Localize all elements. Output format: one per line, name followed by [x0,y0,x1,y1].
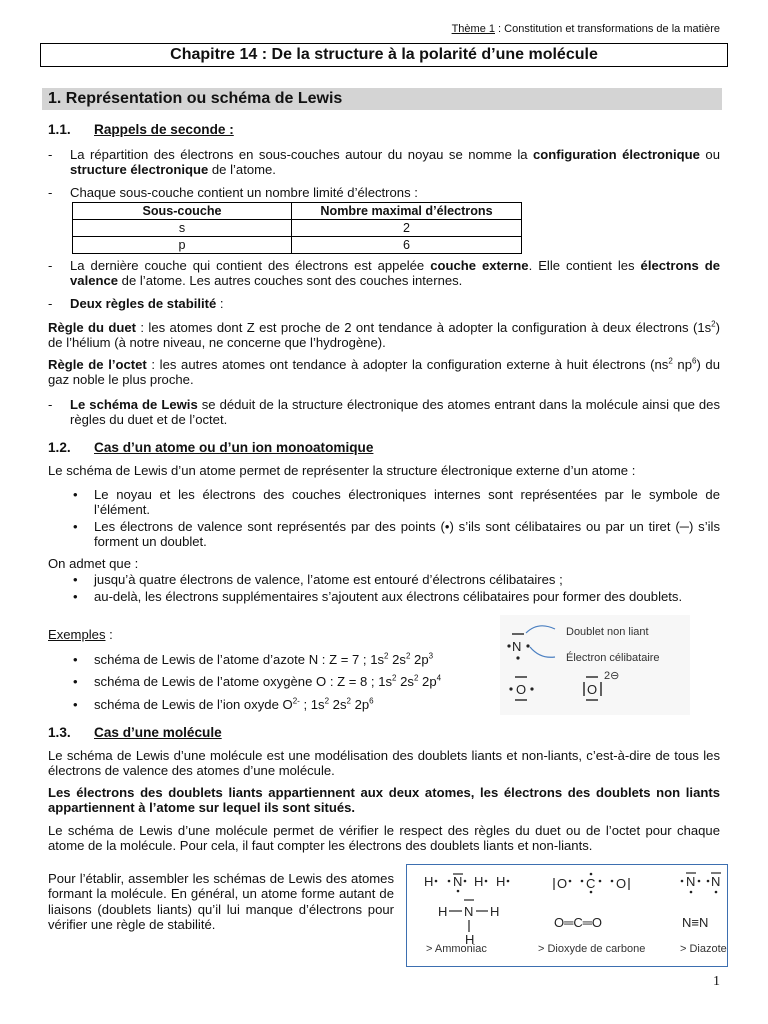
svg-text:N: N [686,874,696,889]
dash-bullet: - [48,397,53,412]
n2-formula: N≡N [682,915,709,930]
molecule-intro: Le schéma de Lewis d’une molécule est une modélisation des doublets liants et non-liants, c’est-à-dire de tous les électrons de valence des atomes d’une molécule. [48,748,720,779]
svg-text:N: N [464,904,474,919]
table-header-row [73,203,522,220]
duet-rule: Règle du duet : les atomes dont Z est proche de 2 ont tendance à adopter la configuration à deux électrons $(1s^2)$ de l’hélium (à notre niveau, ne concerne que l’hydrogène). [48,319,720,351]
svg-text:O: O [616,876,627,891]
dioxyde-label: > Dioxyde de carbone [538,943,646,955]
doublet-non-liant-label: Doublet non liant [566,626,649,638]
bullet-dot: • [73,697,78,712]
list-item: jusqu’à quatre électrons de valence, l’atome est entouré d’électrons célibataires ; [94,572,563,587]
example-nitrogen: schéma de Lewis de l’atome d’azote N : Z = 7 ; $1s^2$ $2s^2$ $2p^3$ [94,651,434,667]
example-oxygen: schéma de Lewis de l’atome oxygène O : Z = 8 ; $1s^2$ $2s^2$ $2p^4$ [94,673,442,689]
diazote-label: > Diazote [680,943,727,955]
bullet-dot: • [73,572,78,587]
table-row [73,237,522,254]
ammoniac-label: > Ammoniac [426,943,487,955]
bullet-dot: • [73,652,78,667]
subcouche-paragraph: Chaque sous-couche contient un nombre limité d’électrons : [70,185,418,200]
subsection-1-3-title: 1.3. Cas d’une molécule [48,725,222,740]
oxide-symbol: O [587,682,598,697]
subsection-1-2-title: 1.2. Cas d’un atome ou d’un ion monoatomique [48,440,374,455]
svg-text:N: N [711,874,721,889]
table-header: Sous-couche [73,203,292,220]
svg-text:H: H [490,904,500,919]
table-cell: 2 [292,220,522,237]
svg-text:N: N [453,874,463,889]
stability-rules-heading: Deux règles de stabilité : [70,296,224,311]
table-cell: s [73,220,292,237]
co2-formula: O═C═O [554,915,603,930]
lewis-molecules-figure [406,864,728,967]
lewis-deduction-paragraph: Le schéma de Lewis se déduit de la structure électronique des atomes entrant dans la molécule ainsi que des règles du duet et de l’octet. [70,397,720,428]
table-row [73,220,522,237]
dash-bullet: - [48,296,53,311]
dash-bullet: - [48,185,53,200]
bullet-dot: • [73,519,78,534]
svg-text:H: H [438,904,448,919]
list-item: Le noyau et les électrons des couches électroniques internes sont représentées par le symbole de l’élément. [94,487,720,518]
lewis-atoms-figure [500,615,690,715]
table-cell: 6 [292,237,522,254]
on-admet: On admet que : [48,556,139,571]
list-item: au-delà, les électrons supplémentaires s’ajoutent aux électrons célibataires pour former des doublets. [94,589,683,604]
table-cell: p [73,237,292,254]
page-number: 1 [713,974,720,989]
subshell-table [72,202,522,254]
bullet-dot: • [73,589,78,604]
couche-externe-paragraph: La dernière couche qui contient des électrons est appelée couche externe. Elle contient les électrons de valence de l’atome. Les autres couches sont des couches internes. [70,258,721,289]
svg-text:H: H [474,874,484,889]
dash-bullet: - [48,147,53,162]
svg-text:H: H [465,932,475,947]
chapter-title: Chapitre 14 : De la structure à la polarité d’une molécule [40,43,728,67]
octet-rule: Règle de l’octet : les autres atomes ont tendance à adopter la configuration externe à huit électrons ($ns^2$ $np^6$) du gaz noble le plus proche. [48,356,720,388]
config-paragraph: La répartition des électrons en sous-couches autour du noyau se nomme la configuration électronique ou structure électronique de l’atome. [70,147,720,178]
bullet-dot: • [73,487,78,502]
electron-celibataire-label: Électron célibataire [566,652,660,664]
svg-text:O: O [557,876,568,891]
svg-text:C: C [586,876,596,891]
doublets-paragraph: Les électrons des doublets liants appartiennent aux deux atomes, les électrons des doublets non liants appartiennent à l’atome sur lequel ils sont situés. [48,785,720,816]
bullet-dot: • [73,674,78,689]
verification-paragraph: Le schéma de Lewis d’une molécule permet de vérifier le respect des règles du duet ou de l’octet pour chaque atome de la molécule. Pour cela, il faut compter les électrons des doublets liants et non-liants. [48,823,720,854]
example-oxide-ion: schéma de Lewis de l’ion oxyde $O^{2-}$ ; $1s^2$ $2s^2$ $2p^6$ [94,696,374,712]
assembly-paragraph: Pour l’établir, assembler les schémas de Lewis des atomes formant la molécule. En général, un atome forme autant de liaisons (doublets liants) qu’il lui manque d’électrons pour vérifier une règle de stabilité. [48,871,394,932]
atom-intro: Le schéma de Lewis d’un atome permet de représenter la structure électronique externe d’un atome : [48,463,636,478]
table-header: Nombre maximal d’électrons [292,203,522,220]
oxide-charge: 2⊖ [604,670,620,682]
subsection-1-1-title: 1.1. Rappels de seconde : [48,122,234,137]
list-item: Les électrons de valence sont représentés par des points (•) s’ils sont célibataires ou par un tiret (─) s’ils forment un doublet. [94,519,720,550]
exemples-label: Exemples : [48,627,113,642]
co2-atoms [554,873,629,894]
theme-header: Thème 1 : Constitution et transformations de la matière [451,23,720,35]
svg-text:H: H [424,874,434,889]
svg-text:H: H [496,874,506,889]
dash-bullet: - [48,258,53,273]
nitrogen-symbol: N [512,639,522,654]
section-1-title: 1. Représentation ou schéma de Lewis [42,88,722,110]
oxygen-symbol: O [516,682,527,697]
